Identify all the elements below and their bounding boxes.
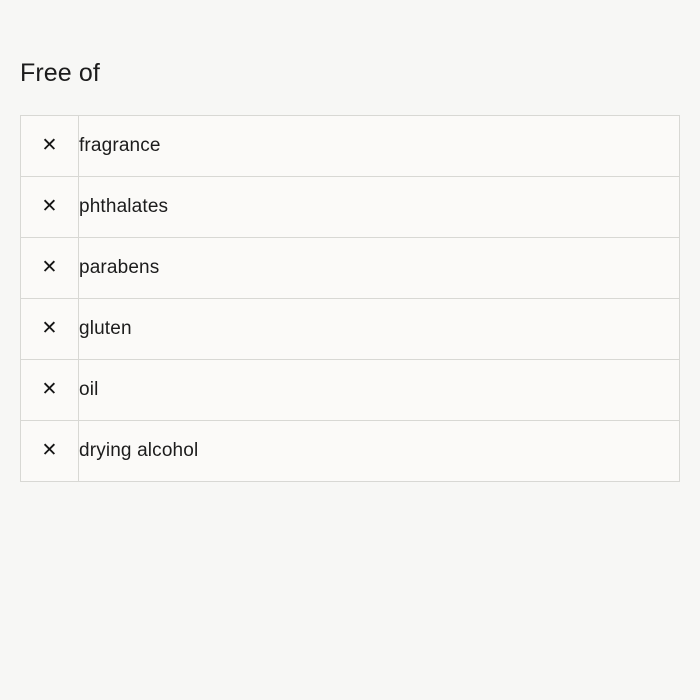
free-of-label-cell: gluten (79, 299, 680, 360)
free-of-label-cell: parabens (79, 238, 680, 299)
free-of-icon-cell (21, 360, 79, 421)
x-mark-icon: ✕ (41, 256, 58, 278)
table-row (21, 299, 680, 360)
table-row (21, 421, 680, 482)
free-of-icon-cell (21, 238, 79, 299)
free-of-icon-cell (21, 116, 79, 177)
free-of-icon-cell (21, 299, 79, 360)
table-row (21, 360, 680, 421)
table-row (21, 116, 680, 177)
table-row (21, 177, 680, 238)
page-title: Free of (20, 59, 100, 87)
x-mark-icon: ✕ (41, 134, 58, 156)
free-of-label-cell: fragrance (79, 116, 680, 177)
x-mark-icon: ✕ (41, 195, 58, 217)
table-row (21, 238, 680, 299)
free-of-label-cell: phthalates (79, 177, 680, 238)
x-mark-icon: ✕ (41, 439, 58, 461)
free-of-table (20, 115, 680, 482)
x-mark-icon: ✕ (41, 317, 58, 339)
x-mark-icon: ✕ (41, 378, 58, 400)
free-of-icon-cell (21, 421, 79, 482)
free-of-label-cell: drying alcohol (79, 421, 680, 482)
free-of-icon-cell (21, 177, 79, 238)
free-of-label-cell: oil (79, 360, 680, 421)
